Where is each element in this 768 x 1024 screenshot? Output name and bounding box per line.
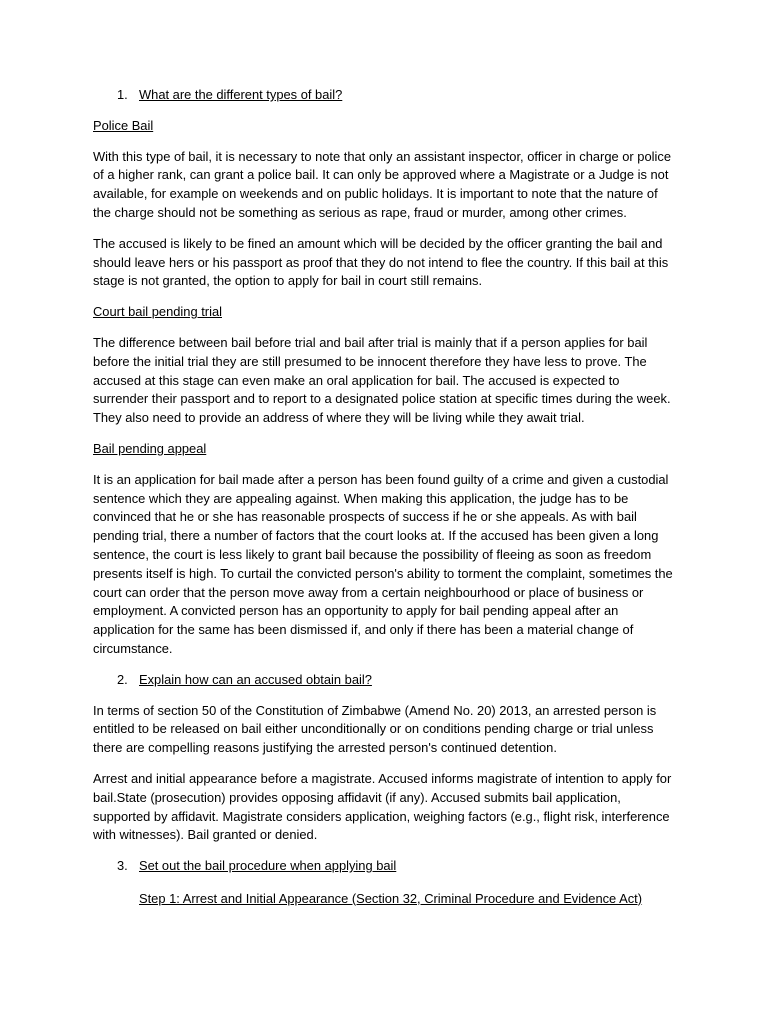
paragraph: With this type of bail, it is necessary to note that only an assistant inspector, officer in charge or police of a higher rank, can grant a police bail. It can only be approved where a Magistrate or a Judge is not available, for example on weekends and on public holidays. It is important to note that the nature of the charge should not be something as serious as rape, fraud or murder, among other crimes. <box>93 148 671 220</box>
question-text: Set out the bail procedure when applying bail <box>139 858 397 874</box>
paragraph: The difference between bail before trial and bail after trial is mainly that if a person applies for bail before the initial trial they are still presumed to be innocent therefore they have less to prove. The accused at this stage can even make an oral application for bail. The accused is expected to surrender their passport and to report to a designated police station at specific times during the week. They also need to provide an address of where they will be living while they await trial. <box>93 334 671 426</box>
question-number: 2. <box>117 671 128 687</box>
question-number: 1. <box>117 87 128 102</box>
paragraph: In terms of section 50 of the Constitution of Zimbabwe (Amend No. 20) 2013, an arrested person is entitled to be released on bail either unconditionally or on conditions pending charge or trial unless there are compelling reasons justifying the arrested person's continued detention. <box>93 702 657 756</box>
question-text: What are the different types of bail? <box>139 87 343 102</box>
document-page <box>93 86 678 909</box>
question-text: Explain how can an accused obtain bail? <box>139 671 372 687</box>
question-2 <box>117 671 678 690</box>
question-3 <box>117 857 678 876</box>
police-bail-heading: Police Bail <box>93 117 154 133</box>
question-1 <box>117 86 678 105</box>
paragraph: Arrest and initial appearance before a magistrate. Accused informs magistrate of intention to apply for bail.State (prosecution) provides opposing affidavit (if any). Accused submits bail application, supported by affidavit. Magistrate considers application, weighing factors (e.g., flight risk, interference with witnesses). Bail granted or denied. <box>93 770 672 843</box>
paragraph: The accused is likely to be fined an amount which will be decided by the officer granting the bail and should leave hers or his passport as proof that they do not intend to flee the country. If this bail at this stage is not granted, the option to apply for bail in court still remains. <box>93 235 669 289</box>
question-number: 3. <box>117 858 128 874</box>
step-1-heading: Step 1: Arrest and Initial Appearance (Section 32, Criminal Procedure and Evidence Act) <box>139 890 643 906</box>
court-bail-heading: Court bail pending trial <box>93 304 222 320</box>
paragraph: It is an application for bail made after a person has been found guilty of a crime and given a custodial sentence which they are appealing against. When making this application, the judge has to be convinced that he or she has reasonable prospects of success if he or she appeals. As with bail pending trial, there a number of factors that the court looks at. If the accused has been given a long sentence, the court is less likely to grant bail because the possibility of fleeing as soon as freedom presents itself is high. To curtail the convicted person's ability to torment the complaint, sometimes the court can order that the person move away from a certain neighbourhood or place of business or employment. A convicted person has an opportunity to apply for bail pending appeal after an application for the same has been dismissed if, and only if there has been a material change of circumstance. <box>93 471 673 656</box>
bail-appeal-heading: Bail pending appeal <box>93 440 207 456</box>
